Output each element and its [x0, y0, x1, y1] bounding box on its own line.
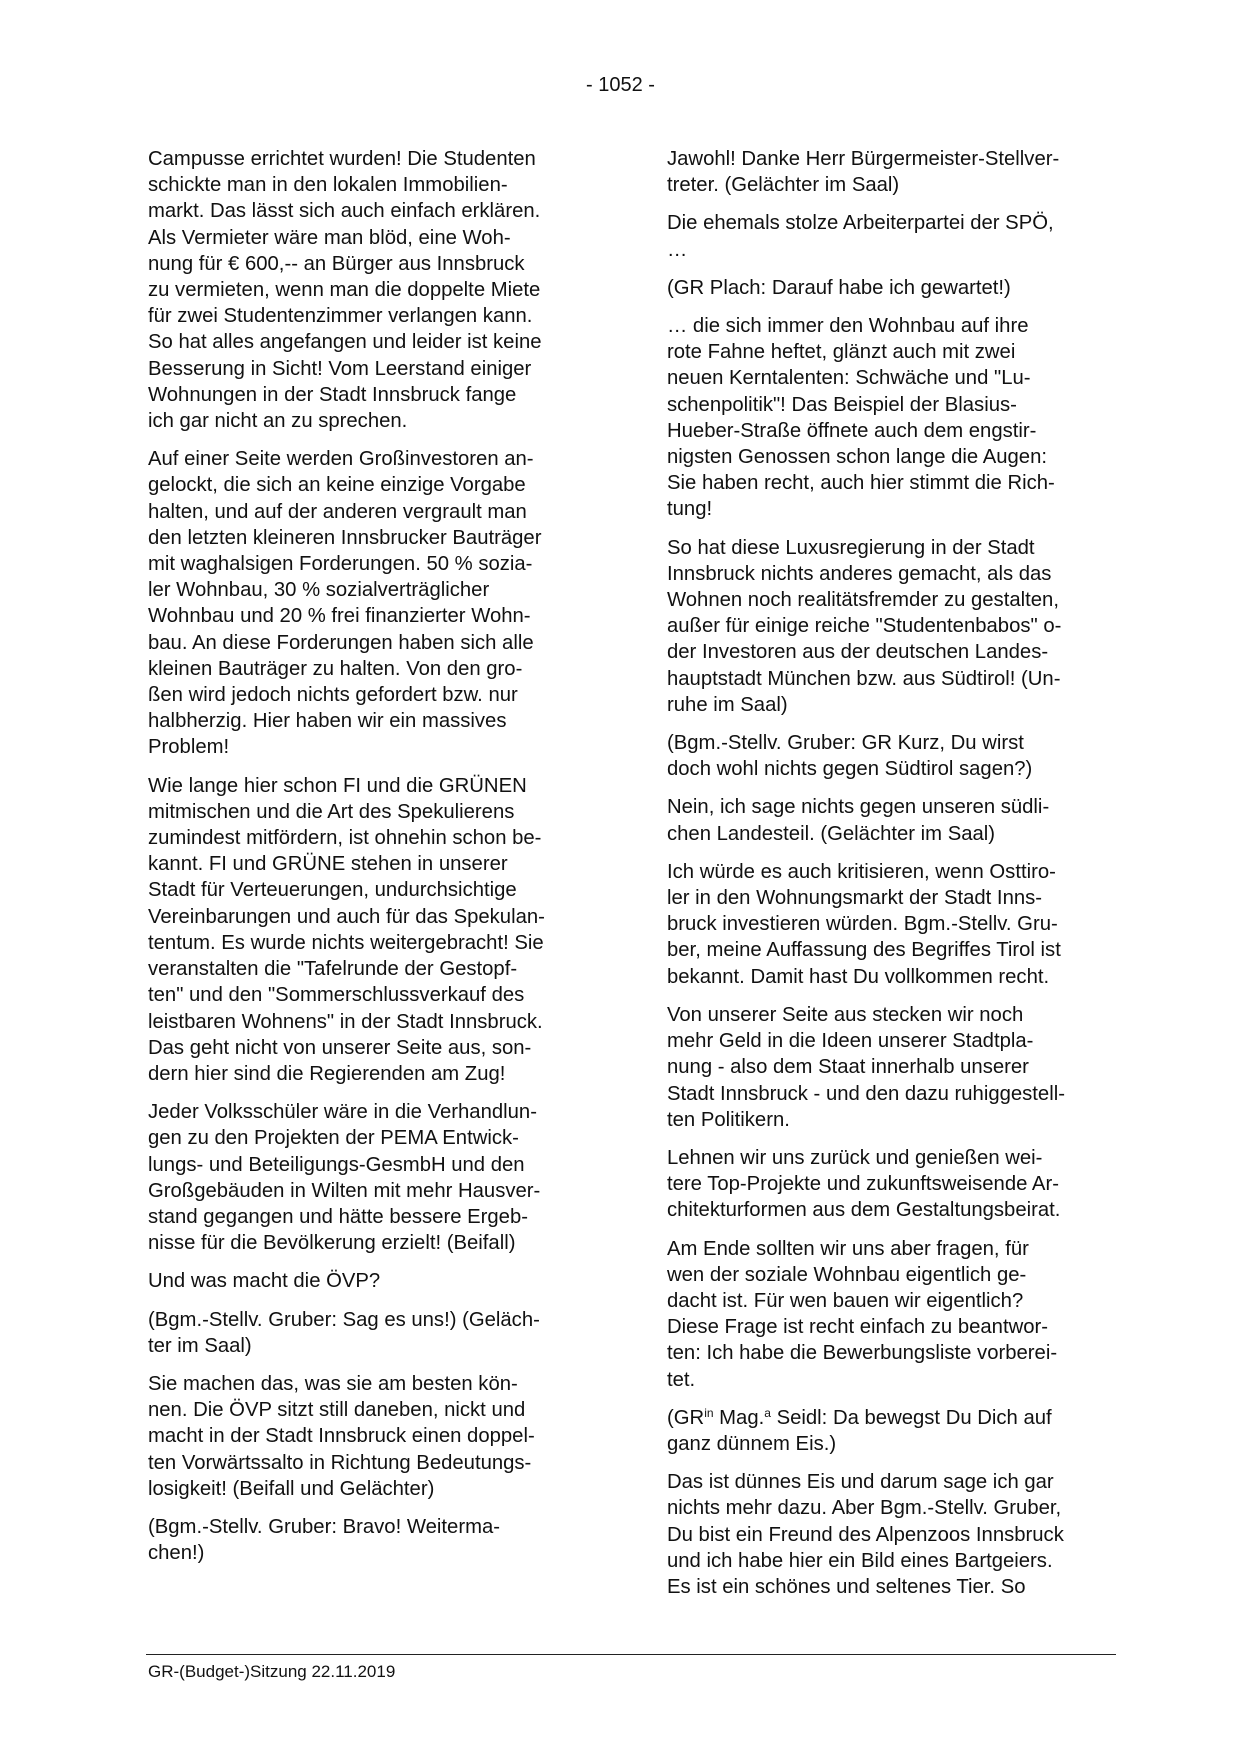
page-number: - 1052 - [586, 74, 655, 96]
superscript-in: in [704, 1405, 714, 1420]
left-column [148, 146, 588, 1578]
paragraph: Am Ende sollten wir uns aber fragen, für wen der soziale Wohnbau eigentlich ge- dacht ist. Für wen bauen wir eigentlich? Diese Frage ist recht einfach zu beantwor- ten: Ich habe die Bewerbungsliste vorberei- tet. [667, 1237, 1058, 1391]
paragraph: Die ehemals stolze Arbeiterpartei der SPÖ, … [667, 212, 1054, 261]
interjection: (Bgm.-Stellv. Gruber: Sag es uns!) (Geläch- ter im Saal) [148, 1308, 540, 1357]
interjection: (Bgm.-Stellv. Gruber: GR Kurz, Du wirst doch wohl nichts gegen Südtirol sagen?) [667, 732, 1033, 781]
paragraph: Ich würde es auch kritisieren, wenn Osttiro- ler in den Wohnungsmarkt der Stadt Inns- bruck investieren würden. Bgm.-Stellv. Gru- ber, meine Auffassung des Begriffes Tirol ist bekannt. Damit hast Du vollkommen recht. [667, 860, 1061, 988]
remark-title: Mag. [713, 1406, 765, 1429]
interjection-seidl [667, 1405, 1114, 1457]
superscript-a: a [764, 1405, 771, 1420]
paragraph: Lehnen wir uns zurück und genießen wei- tere Top-Projekte und zukunftsweisende Ar- chitekturformen aus dem Gestaltungsbeirat. [667, 1146, 1061, 1222]
interjection: (Bgm.-Stellv. Gruber: Bravo! Weiterma- chen!) [148, 1515, 500, 1565]
footer-session-label: GR-(Budget-)Sitzung 22.11.2019 [148, 1662, 396, 1681]
paragraph: … die sich immer den Wohnbau auf ihre rote Fahne heftet, glänzt auch mit zwei neuen Kerntalenten: Schwäche und "Lu- schenpolitik"! Das Beispiel der Blasius- Hueber-Straße öffnete auch dem engstir- nigsten Genossen schon lange die Augen: Sie haben recht, auch hier stimmt die Rich- tung! [667, 315, 1055, 521]
footer-divider [146, 1654, 1116, 1655]
paragraph: Jawohl! Danke Herr Bürgermeister-Stellver- treter. (Gelächter im Saal) [667, 148, 1060, 197]
paragraph: Campusse errichtet wurden! Die Studenten schickte man in den lokalen Immobilien- markt. Das lässt sich auch einfach erklären. Als Vermieter wäre man blöd, eine Woh- nung für € 600,-- an Bürger aus Innsbruck zu vermieten, wenn man die doppelte Miete für zwei Studentenzimmer verlangen kann. So hat alles angefangen und leider ist keine Besserung in Sicht! Vom Leerstand einiger Wohnungen in der Stadt Innsbruck fange ich gar nicht an zu sprechen. [148, 148, 542, 433]
interjection: (GR Plach: Darauf habe ich gewartet!) [667, 276, 1011, 299]
paragraph: Jeder Volksschüler wäre in die Verhandlun- gen zu den Projekten der PEMA Entwick- lungs- und Beteiligungs-GesmbH und den Großgebäuden in Wilten mit mehr Hausver- stand gegangen und hätte bessere Ergeb- nisse für die Bevölkerung erzielt! (Beifall) [148, 1101, 541, 1255]
paragraph: So hat diese Luxusregierung in der Stadt Innsbruck nichts anderes gemacht, als das Wohnen noch realitätsfremder zu gestalten, außer für einige reiche "Studentenbabos" o- der Investoren aus der deutschen Landes- hauptstadt München bzw. aus Südtirol! (Un- ruhe im Saal) [667, 536, 1062, 716]
remark-text: Seidl: Da bewegst Du Dich auf ganz dünnem Eis.) [667, 1406, 1052, 1455]
paragraph: Das ist dünnes Eis und darum sage ich gar nichts mehr dazu. Aber Bgm.-Stellv. Gruber, Du bist ein Freund des Alpenzoos Innsbruck und ich habe hier ein Bild eines Bartgeiers. Es ist ein schönes und seltenes Tier. So [667, 1471, 1064, 1598]
paragraph: Wie lange hier schon FI und die GRÜNEN mitmischen und die Art des Spekulierens zumindest mitfördern, ist ohnehin schon be- kannt. FI und GRÜNE stehen in unserer Stadt für Verteuerungen, undurchsichtige Vereinbarungen und auch für das Spekulan- tentum. Es wurde nichts weitergebracht! Sie veranstalten die "Tafelrunde der Gestopf- ten" und den "Sommerschlussverkauf des leistbaren Wohnens" in der Stadt Innsbruck. Das geht nicht von unserer Seite aus, son- dern hier sind die Regierenden am Zug! [148, 774, 545, 1085]
paragraph: Auf einer Seite werden Großinvestoren an- gelockt, die sich an keine einzige Vorgabe halten, und auf der anderen vergrault man den letzten kleineren Innsbrucker Bauträger mit waghalsigen Forderungen. 50 % sozia- ler Wohnbau, 30 % sozialverträglicher Wohnbau und 20 % frei finanzierter Wohn- bau. An diese Forderungen haben sich alle kleinen Bauträger zu halten. Von den gro- ßen wird jedoch nichts gefordert bzw. nur halbherzig. Hier haben wir ein massives Problem! [148, 448, 542, 759]
right-column [667, 146, 1114, 1612]
remark-open: (GR [667, 1406, 705, 1429]
paragraph: Sie machen das, was sie am besten kön- nen. Die ÖVP sitzt still daneben, nickt und macht in der Stadt Innsbruck einen doppel- ten Vorwärtssalto in Richtung Bedeutungs- losigkeit! (Beifall und Gelächter) [148, 1372, 535, 1500]
paragraph: Nein, ich sage nichts gegen unseren südli- chen Landesteil. (Gelächter im Saal) [667, 796, 1050, 845]
paragraph: Von unserer Seite aus stecken wir noch mehr Geld in die Ideen unserer Stadtpla- nung - also dem Staat innerhalb unserer Stadt Innsbruck - und den dazu ruhiggestell- ten Politikern. [667, 1003, 1065, 1131]
paragraph: Und was macht die ÖVP? [148, 1270, 381, 1293]
